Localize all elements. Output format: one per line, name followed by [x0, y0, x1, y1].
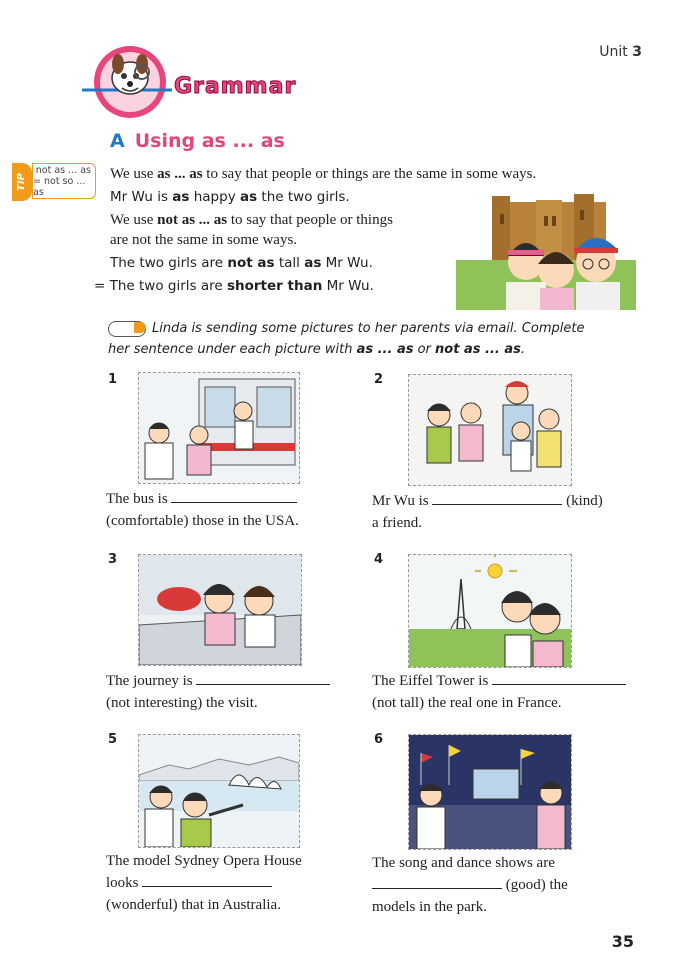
exercise-6-sentence: The song and dance shows are (good) the models in the park.: [372, 855, 568, 915]
answer-blank[interactable]: [492, 670, 626, 685]
eiffel-tower-picture: [408, 554, 572, 668]
exercise-1-sentence: The bus is (comfortable) those in the USA.: [106, 488, 299, 532]
exercise-number: 5: [108, 732, 118, 747]
section-heading-grammar: Grammar: [174, 74, 297, 99]
rule-line-2b: are not the same in some ways.: [110, 232, 298, 248]
answer-blank[interactable]: [372, 874, 502, 889]
tip-box: [12, 163, 98, 201]
exercise-number: 1: [108, 372, 118, 387]
car-journey-picture: [138, 554, 302, 666]
exercise-number: 3: [108, 552, 118, 567]
song-dance-show-picture: [408, 734, 572, 850]
section-title: A Using as ... as: [110, 130, 285, 152]
exercise-instruction: Linda is sending some pictures to her parents via email. Complete her sentence under each picture with as ... as or not as ... as.: [108, 321, 585, 357]
answer-blank[interactable]: [142, 872, 272, 887]
answer-blank[interactable]: [171, 488, 297, 503]
page-number: 35: [611, 932, 634, 951]
grammar-mascot-logo: [82, 42, 172, 122]
exercise-5-sentence: The model Sydney Opera House looks (wonderful) that in Australia.: [106, 853, 302, 913]
tip-content: not as ... as = not so ... as: [32, 163, 96, 199]
opera-house-picture: [138, 734, 300, 848]
family-picture: [408, 374, 572, 486]
rule-line-1: We use as ... as to say that people or things are the same in some ways.: [110, 166, 537, 182]
rule-line-2: We use not as ... as to say that people or things: [110, 212, 393, 228]
bus-picture: [138, 372, 300, 484]
castle-illustration: [456, 190, 636, 310]
exercise-3-sentence: The journey is (not interesting) the visit.: [106, 670, 330, 714]
unit-label: Unit 3: [599, 44, 642, 60]
tip-tag: TIP: [12, 163, 32, 201]
example-line-1: Mr Wu is as happy as the two girls.: [110, 189, 350, 205]
example-line-2: The two girls are not as tall as Mr Wu.: [110, 255, 373, 271]
exercise-number: 6: [374, 732, 384, 747]
exercise-2-sentence: Mr Wu is (kind) a friend.: [372, 490, 603, 534]
exercise-4-sentence: The Eiffel Tower is (not tall) the real one in France.: [372, 670, 626, 714]
answer-blank[interactable]: [196, 670, 330, 685]
example-line-3: = The two girls are shorter than Mr Wu.: [94, 278, 374, 294]
exercise-number: 2: [374, 372, 384, 387]
answer-blank[interactable]: [432, 490, 562, 505]
exercise-number: 4: [374, 552, 384, 567]
pencil-icon: [108, 321, 146, 337]
